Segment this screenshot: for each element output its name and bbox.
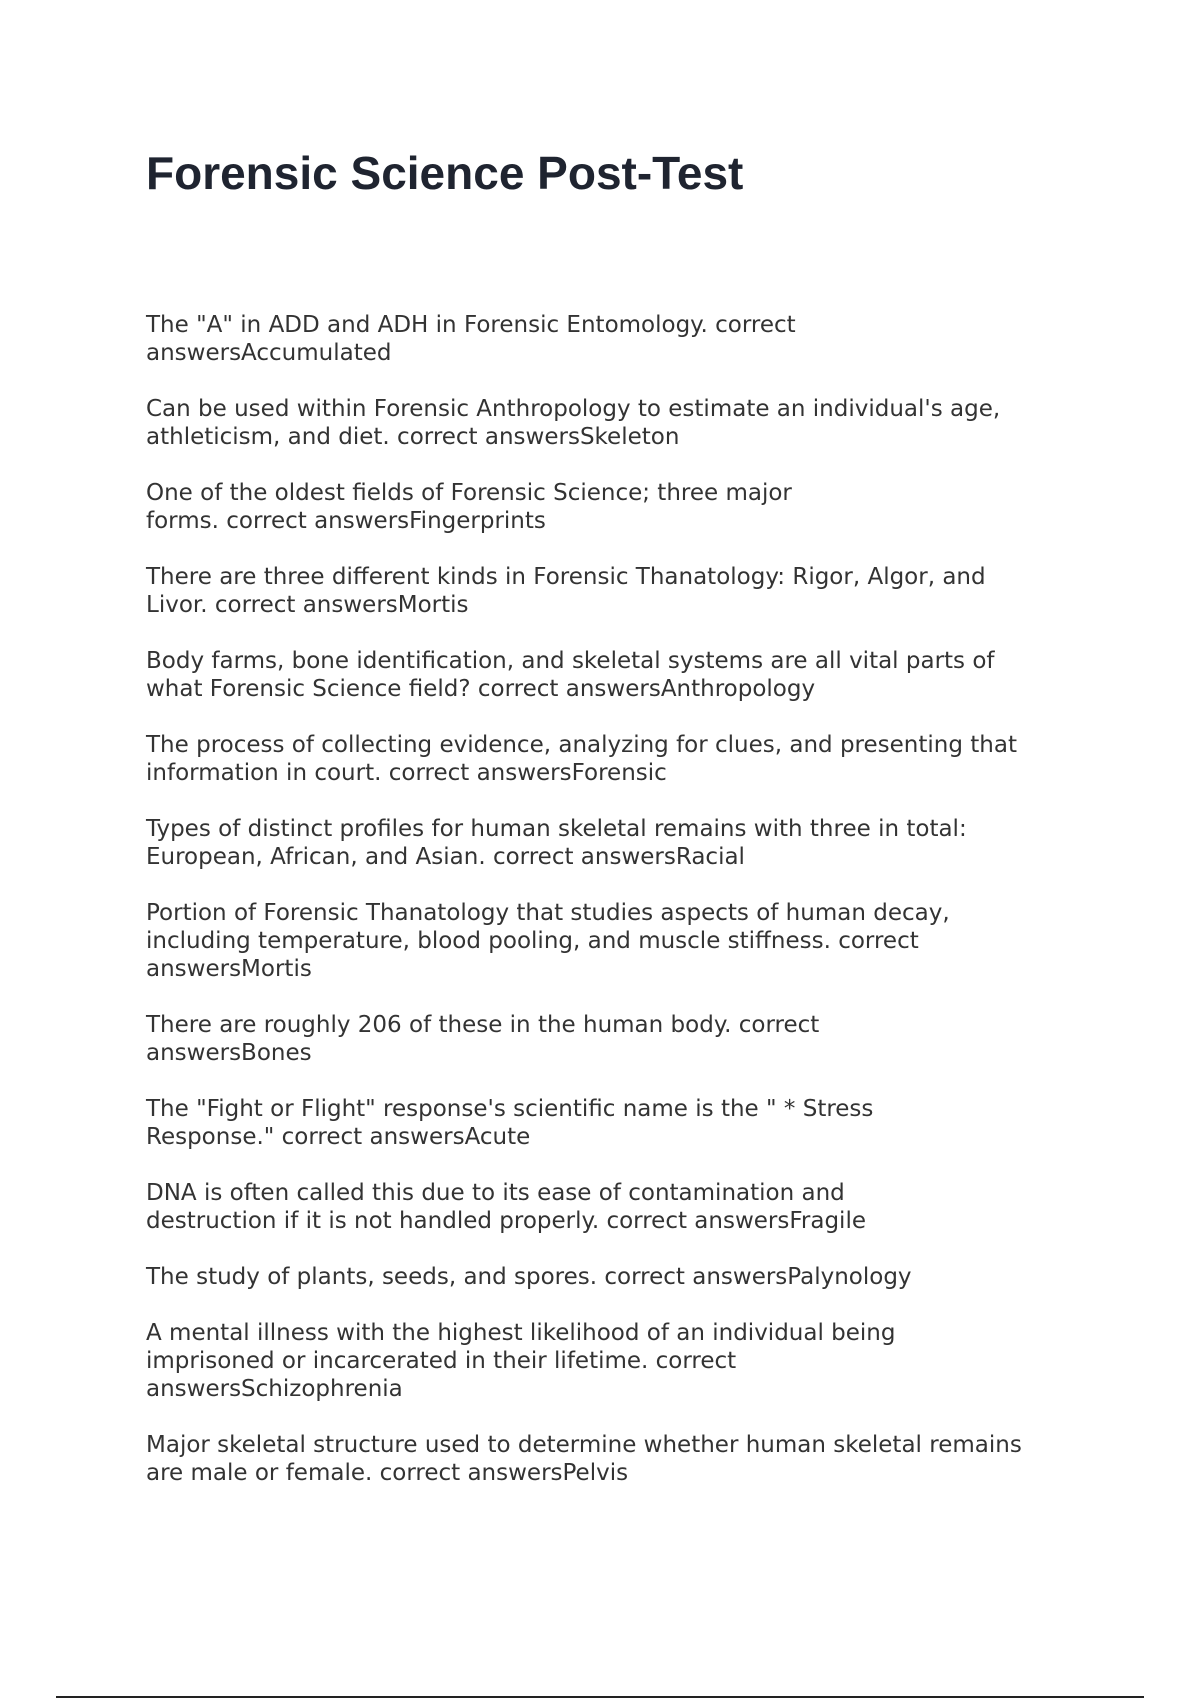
- question-answer-line: including temperature, blood pooling, and muscle stiffness. correct: [146, 928, 919, 954]
- question-answer-list: [146, 311, 1076, 1515]
- question-answer-item: [146, 395, 1076, 451]
- question-answer-line: The "Fight or Flight" response's scientific name is the " * Stress: [146, 1096, 874, 1122]
- question-answer-line: There are roughly 206 of these in the human body. correct: [146, 1012, 820, 1038]
- question-answer-line: answersMortis: [146, 956, 312, 982]
- question-answer-line: imprisoned or incarcerated in their lifetime. correct: [146, 1348, 737, 1374]
- question-answer-line: Can be used within Forensic Anthropology to estimate an individual's age,: [146, 396, 1001, 422]
- question-answer-line: The "A" in ADD and ADH in Forensic Entomology. correct: [146, 312, 796, 338]
- question-answer-line: The process of collecting evidence, analyzing for clues, and presenting that: [146, 732, 1017, 758]
- question-answer-line: are male or female. correct answersPelvis: [146, 1460, 629, 1486]
- question-answer-line: European, African, and Asian. correct answersRacial: [146, 844, 745, 870]
- question-answer-line: Body farms, bone identification, and skeletal systems are all vital parts of: [146, 648, 995, 674]
- question-answer-item: [146, 1319, 1076, 1403]
- question-answer-item: [146, 479, 1076, 535]
- question-answer-line: Portion of Forensic Thanatology that studies aspects of human decay,: [146, 900, 950, 926]
- question-answer-line: The study of plants, seeds, and spores. correct answersPalynology: [146, 1264, 912, 1290]
- question-answer-line: what Forensic Science field? correct answersAnthropology: [146, 676, 816, 702]
- question-answer-item: [146, 1179, 1076, 1235]
- question-answer-item: [146, 815, 1076, 871]
- question-answer-line: destruction if it is not handled properly. correct answersFragile: [146, 1208, 866, 1234]
- question-answer-item: [146, 311, 1076, 367]
- question-answer-item: [146, 1011, 1076, 1067]
- document-title: Forensic Science Post-Test: [146, 147, 744, 199]
- question-answer-item: [146, 899, 1076, 983]
- question-answer-item: [146, 647, 1076, 703]
- question-answer-line: answersBones: [146, 1040, 312, 1066]
- question-answer-line: There are three different kinds in Forensic Thanatology: Rigor, Algor, and: [146, 564, 986, 590]
- question-answer-line: DNA is often called this due to its ease of contamination and: [146, 1180, 845, 1206]
- question-answer-line: information in court. correct answersForensic: [146, 760, 667, 786]
- question-answer-item: [146, 563, 1076, 619]
- question-answer-line: Types of distinct profiles for human skeletal remains with three in total:: [146, 816, 967, 842]
- question-answer-item: [146, 1095, 1076, 1151]
- question-answer-line: answersSchizophrenia: [146, 1376, 403, 1402]
- question-answer-line: A mental illness with the highest likelihood of an individual being: [146, 1320, 896, 1346]
- question-answer-item: [146, 1263, 1076, 1291]
- question-answer-item: [146, 731, 1076, 787]
- question-answer-line: One of the oldest fields of Forensic Science; three major: [146, 480, 792, 506]
- question-answer-line: athleticism, and diet. correct answersSkeleton: [146, 424, 680, 450]
- question-answer-line: answersAccumulated: [146, 340, 392, 366]
- question-answer-line: Major skeletal structure used to determine whether human skeletal remains: [146, 1432, 1022, 1458]
- question-answer-line: Response." correct answersAcute: [146, 1124, 531, 1150]
- footer-divider: [56, 1696, 1144, 1698]
- question-answer-item: [146, 1431, 1076, 1487]
- question-answer-line: Livor. correct answersMortis: [146, 592, 469, 618]
- question-answer-line: forms. correct answersFingerprints: [146, 508, 546, 534]
